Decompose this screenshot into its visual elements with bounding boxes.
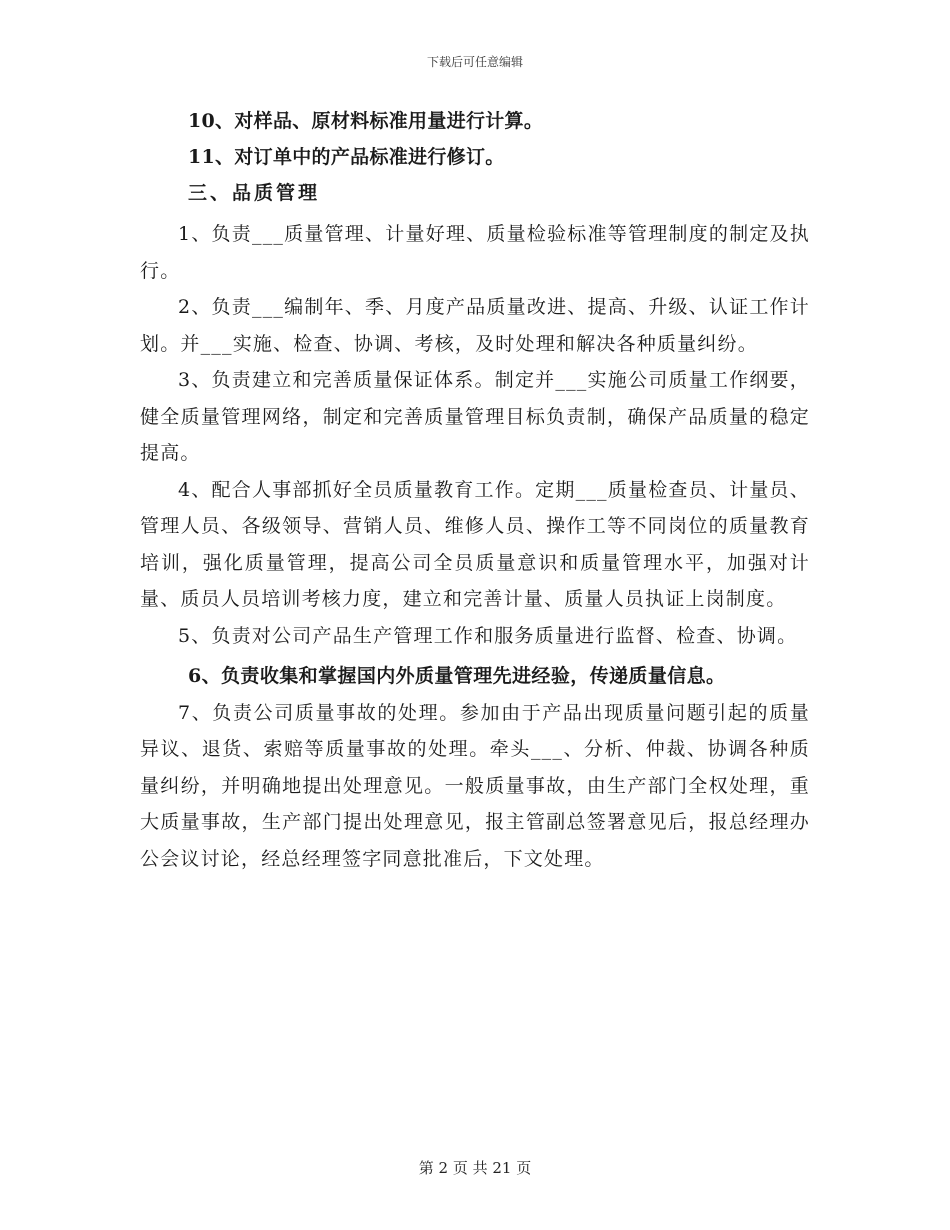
page-number: 第 2 页 共 21 页 (418, 1159, 532, 1177)
paragraph-4: 4、配合人事部抓好全员质量教育工作。定期___质量检查员、计量员、管理人员、各级领导、营销人员、维修人员、操作工等不同岗位的质量教育培训，强化质量管理，提高公司全员质量意识和质量管理水平，加强对计量、质员人员培训考核力度，建立和完善计量、质量人员执证上岗制度。 (140, 478, 810, 610)
paragraph-7: 7、负责公司质量事故的处理。参加由于产品出现质量问题引起的质量异议、退货、索赔等质量事故的处理。牵头___、分析、仲裁、协调各种质量纠纷，并明确地提出处理意见。一般质量事故，由生产部门全权处理，重大质量事故，生产部门提出处理意见，报主管副总签署意见后，报总经理办公会议讨论，经总经理签字同意批准后，下文处理。 (140, 701, 810, 870)
item-10: 10、对样品、原材料标准用量进行计算。 (188, 110, 544, 132)
paragraph-2: 2、负责___编制年、季、月度产品质量改进、提高、升级、认证工作计划。并___实施、检查、协调、考核，及时处理和解决各种质量纠纷。 (140, 296, 810, 355)
header-note: 下载后可任意编辑 (426, 55, 523, 69)
paragraph-3: 3、负责建立和完善质量保证体系。制定并___实施公司质量工作纲要，健全质量管理网络，制定和完善质量管理目标负责制，确保产品质量的稳定提高。 (140, 369, 810, 464)
section-heading: 三、品质管理 (188, 182, 321, 204)
paragraph-6: 6、负责收集和掌握国内外质量管理先进经验，传递质量信息。 (188, 665, 726, 687)
document-body (140, 110, 810, 877)
paragraph-1: 1、负责___质量管理、计量好理、质量检验标准等管理制度的制定及执行。 (140, 223, 810, 282)
item-11: 11、对订单中的产品标准进行修订。 (188, 146, 505, 168)
paragraph-5: 5、负责对公司产品生产管理工作和服务质量进行监督、检查、协调。 (178, 624, 798, 647)
